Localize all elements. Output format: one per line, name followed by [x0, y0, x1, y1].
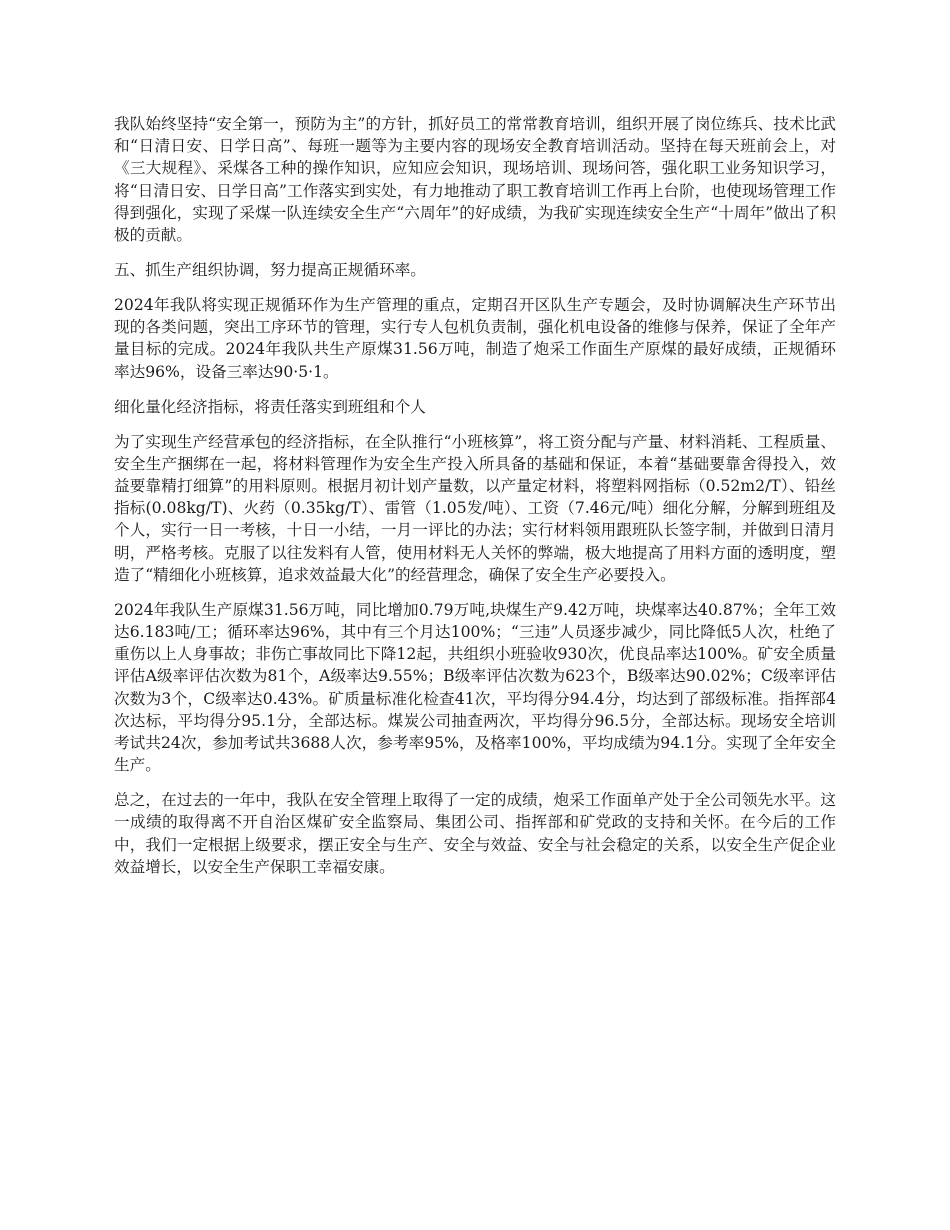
paragraph-team-accounting: 为了实现生产经营承包的经济指标，在全队推行“小班核算”，将工资分配与产量、材料消耗、工程质量、安全生产捆绑在一起，将材料管理作为安全生产投入所具备的基础和保证，本着“基础要靠舍得投入，效益要靠精打细算”的用料原则。根据月初计划产量数，以产量定材料，将塑料网指标（0.52m2/T）、铅丝指标(0.08kg/T)、火药（0.35kg/T）、雷管（1.05发/吨）、工资（7.46元/吨）细化分解，分解到班组及个人，实行一日一考核，十日一小结，一月一评比的办法；实行材料领用跟班队长签字制，并做到日清月明，严格考核。克服了以往发料有人管，使用材料无人关怀的弊端，极大地提高了用料方面的透明度，塑造了“精细化小班核算，追求效益最大化”的经营理念，确保了安全生产必要投入。 — [114, 432, 836, 584]
paragraph-annual-results: 2024年我队生产原煤31.56万吨，同比增加0.79万吨,块煤生产9.42万吨，块煤率达40.87%；全年工效达6.183吨/工；循环率达96%，其中有三个月达100%；“三违”人员逐步减少，同比降低5人次，杜绝了重伤以上人身事故；非伤亡事故同比下降12起，共组织小班验收930次，优良品率达100%。矿安全质量评估A级率评估次数为81个，A级率达9.55%；B级率评估次数为623个，B级率达90.02%；C级率评估次数为3个，C级率达0.43%。矿质量标准化检查41次，平均得分94.4分，均达到了部级标准。指挥部4次达标，平均得分95.1分，全部达标。煤炭公司抽查两次，平均得分96.5分，全部达标。现场安全培训考试共24次，参加考试共3688人次，参考率95%，及格率100%，平均成绩为94.1分。实现了全年安全生产。 — [114, 600, 836, 775]
document-body — [114, 113, 836, 891]
section-heading-economic-indicators: 细化量化经济指标，将责任落实到班组和个人 — [114, 397, 426, 416]
paragraph-production-cycle: 2024年我队将实现正规循环作为生产管理的重点，定期召开区队生产专题会，及时协调解决生产环节出现的各类问题，突出工序环节的管理，实行专人包机负责制，强化机电设备的维修与保养，保证了全年产量目标的完成。2024年我队共生产原煤31.56万吨，制造了炮采工作面生产原煤的最好成绩，正规循环率达96%，设备三率达90·5·1。 — [114, 296, 836, 381]
paragraph-conclusion: 总之，在过去的一年中，我队在安全管理上取得了一定的成绩，炮采工作面单产处于全公司领先水平。这一成绩的取得离不开自治区煤矿安全监察局、集团公司、指挥部和矿党政的支持和关怀。在今后的工作中，我们一定根据上级要求，摆正安全与生产、安全与效益、安全与社会稳定的关系，以安全生产促企业效益增长，以安全生产保职工幸福安康。 — [114, 791, 836, 876]
paragraph-training: 我队始终坚持“安全第一，预防为主”的方针，抓好员工的常常教育培训，组织开展了岗位练兵、技术比武和“日清日安、日学日高”、每班一题等为主要内容的现场安全教育培训活动。坚持在每天班前会上，对《三大规程》、采煤各工种的操作知识，应知应会知识，现场培训、现场问答，强化职工业务知识学习，将“日清日安、日学日高”工作落实到实处，有力地推动了职工教育培训工作再上台阶，也使现场管理工作得到强化，实现了采煤一队连续安全生产“六周年”的好成绩，为我矿实现连续安全生产“十周年”做出了积极的贡献。 — [114, 115, 836, 245]
section-heading-production: 五、抓生产组织协调，努力提高正规循环率。 — [114, 261, 426, 280]
